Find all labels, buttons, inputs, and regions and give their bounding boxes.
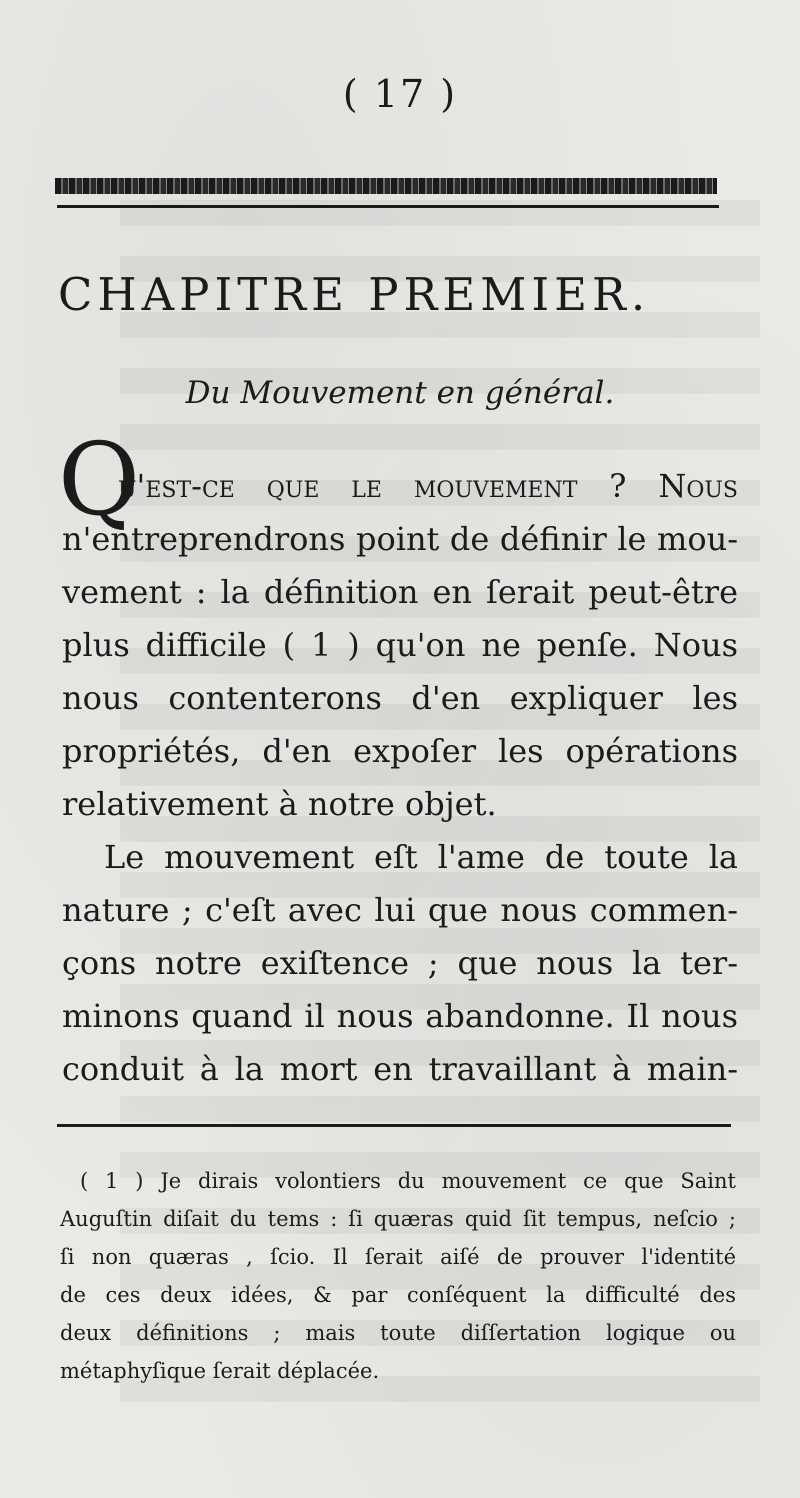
body-line: vement : la définition en ſerait peut-être [62,573,738,611]
body-line: u'est-ce que le mouvement ? Nous [118,467,738,505]
page-number: ( 17 ) [342,72,458,116]
body-line: nature ; c'eſt avec lui que nous commen- [62,891,738,929]
body-line: minons quand il nous abandonne. Il nous [62,997,738,1035]
body-line: plus difficile ( 1 ) qu'on ne penſe. Nous [62,626,738,664]
body-line: nous contenterons d'en expliquer les [62,679,738,717]
footnote [60,1162,736,1390]
header-rule [57,205,719,208]
footnote-line: Auguſtin diſait du tems : ſi quæras quid ſit tempus, neſcio ; [60,1207,736,1231]
chapter-title: CHAPITRE PREMIER. [58,268,651,321]
header-ornament [55,178,717,194]
footnote-line: ſi non quæras , ſcio. Il ſerait aiſé de prouver l'identité [60,1245,736,1269]
drop-cap: Q [58,421,140,538]
footnote-line: deux définitions ; mais toute diſſertation logique ou [60,1321,736,1345]
body-line: relativement à notre objet. [62,785,497,823]
body-line: Le mouvement eſt l'ame de toute la [104,838,738,876]
body-line: çons notre exiſtence ; que nous la ter- [62,944,738,982]
footnote-line: de ces deux idées, & par conſéquent la difficulté des [60,1283,736,1307]
footnote-line: ( 1 ) Je dirais volontiers du mouvement ce que Saint [80,1169,736,1193]
body-line: propriétés, d'en expoſer les opérations [62,732,738,770]
body-text [62,460,738,1096]
chapter-subtitle: Du Mouvement en général. [185,375,615,411]
footnote-line: métaphyſique ſerait déplacée. [60,1359,380,1383]
body-line: conduit à la mort en travaillant à main- [62,1050,738,1088]
body-line: n'entreprendrons point de définir le mou- [62,520,738,558]
footnote-rule [57,1124,731,1127]
